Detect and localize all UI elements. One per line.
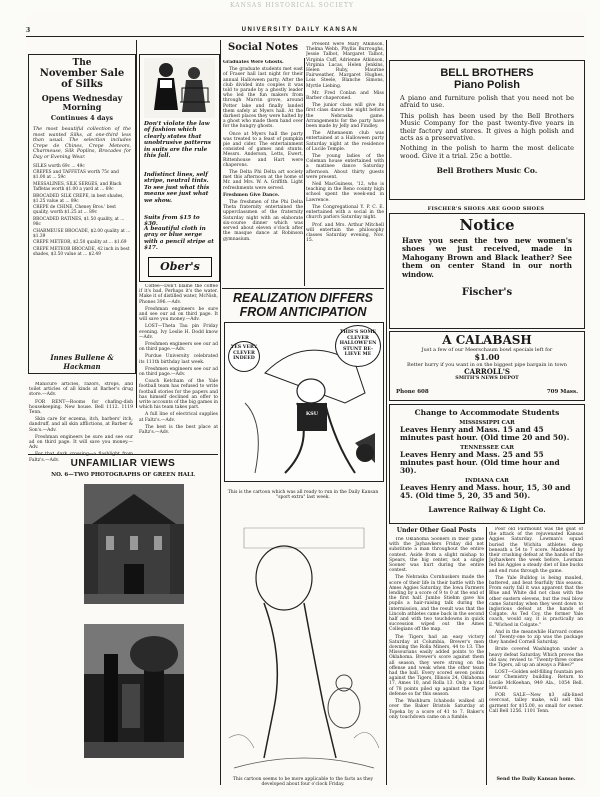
social-body-1: The graduate students met east of Fraser hall last night for their annual Halloween party. After the club divided into couples it was told to parade by a ghostly leader who led the fun makers from through Marvin grove, around Potter lake and finally landed them safely at Myers hall. At the darkest places they were halted by a ghost who made them hand over for the hungry ghosts. bbox=[223, 67, 303, 130]
bell-title-1: BELL BROTHERS bbox=[440, 67, 534, 79]
purdue-note: Purdue University celebrated its 111th birthday last week. bbox=[139, 354, 218, 365]
silks-item: CHARMEUSE BROCADE, $2.00 quality at ... $1.39 bbox=[33, 228, 131, 239]
silks-item: MESSALINES, SILK SERGES, and Black Taffetas worth $1.00 a yard at ... 69c bbox=[33, 181, 122, 192]
unfamiliar-title: UNFAMILIAR VIEWS bbox=[70, 458, 176, 469]
social-right-body-8: Prof. and Mrs. Arthur Mitchell will entertain the philosophy classes Saturday evening, Nov. 15. bbox=[306, 222, 384, 244]
obers-text-2: Indistinct lines, self stripe, neutral tints. To see just what this means see just what we show. bbox=[144, 172, 210, 204]
silks-item: CREPE de CHINE, Cheney Bros.' best quality, worth $1.25 at ... 89c bbox=[33, 205, 116, 216]
railway-ad bbox=[389, 404, 585, 524]
goal-inner-rule bbox=[486, 527, 487, 785]
bell-body-3: Nothing in the polish to harm the most delicate wood. Give it a trial. 25c a bottle. bbox=[400, 144, 574, 160]
social-right-body-7: The Congregational Y. P. C. E. entertained with a social in the church parlors Saturday night. bbox=[306, 204, 384, 221]
faded-header: KANSAS HISTORICAL SOCIETY bbox=[230, 2, 354, 9]
cartoon-title-1: REALIZATION DIFFERS bbox=[232, 291, 374, 305]
railway-tenn-head: TENNESSEE CAR bbox=[460, 445, 514, 451]
obers-illustration bbox=[144, 58, 215, 118]
obers-text-3: Suits from $15 to $30. bbox=[144, 215, 200, 228]
right-sports-column bbox=[489, 527, 583, 773]
sports-body-4: Brute covered Washington under a heavy defeat Saturday. Which proves the old saw, revised to "Twenty-three comes the Tigers, all up an always a Pikes?" bbox=[489, 647, 583, 669]
cartoon-bubble-right: THIS'S SOME CLEVER HALLOWE'EN STUNT BE-LIEVE ME bbox=[335, 325, 381, 367]
sports-body-2: The Yale Bulldog is being mauled, battered, and beat fearfully this season. From early fall it was apparent that the Blue and White did not class with the other eastern elevens, but the real blow came Saturday when they went down to inglorious defeat at the hands of Colgate. As Ted Coy, the former Yale coach, would say, it is practically an E."Wiched in Colgate." bbox=[489, 575, 583, 628]
social-notes-title: Social Notes bbox=[228, 42, 298, 53]
freshmen-ad-2: Freshmen engineers see our ad on third page.—Adv. bbox=[139, 342, 218, 353]
send-kansan-note: Send the Daily Kansan home. bbox=[496, 776, 576, 782]
sports-body-3: And in the meanwhile Harvard comes on! Twenty-one to zip was the package they handed Cornell Saturday. bbox=[489, 629, 583, 646]
social-body-2: Once at Myers hall the party was treated to a feast of pumpkin pie and cider. The entertainment consisted of games and stunts. Messrs. Anderson, Letts, Ewert, Rittenhouse and Hart were chaperons. bbox=[223, 131, 303, 168]
fischer-notice-ad bbox=[389, 213, 585, 329]
column-rule-3 bbox=[386, 40, 387, 785]
column-rule-2 bbox=[220, 40, 221, 785]
green-hall-photo-1 bbox=[84, 484, 184, 604]
railway-miss-body: Leaves Henry and Mass. 15 and 45 minutes past hour. (Old time 20 and 50). bbox=[400, 425, 570, 442]
unfamiliar-rule bbox=[28, 454, 218, 455]
cartoon-panel-1 bbox=[224, 322, 384, 482]
bell-body-2: This polish has been used by the Bell Brothers Music Company for the past twenty-five years in their factory and stores. It gives a high polish and acts as a preservative. bbox=[400, 111, 574, 143]
railway-ind-body: Leaves Henry and Mass. hour, 15, 30 and 45. (Old time 5, 20, 35 and 50). bbox=[400, 483, 571, 500]
silks-heading-the: The bbox=[72, 58, 92, 68]
silks-item: BROCADED RATINES, $1.50 quality, at ... 98c bbox=[33, 216, 125, 227]
railway-footer: Lawrence Railway & Light Co. bbox=[428, 505, 546, 514]
middle-small-ads bbox=[139, 284, 218, 454]
page-number: 3 bbox=[26, 27, 31, 34]
social-notes-right-column bbox=[306, 42, 384, 286]
obers-ad bbox=[139, 54, 220, 282]
railway-miss-head: MISSISSIPPI CAR bbox=[459, 420, 515, 426]
silks-opens-1: Opens Wednesday bbox=[41, 93, 123, 103]
calabash-sub: SMITH'S NEWS DEPOT bbox=[455, 375, 519, 381]
silks-opens-2: Morning bbox=[62, 102, 102, 112]
social-body-3: The freshmen of the Phi Delta Theta fraternity entertained the upperclassmen of the fraternity Saturday night with an elaborate six-course dinner which was served about eleven o'clock after the masque dance at Robinson gymnasium. bbox=[223, 200, 303, 242]
calabash-price: $1.00 bbox=[474, 352, 500, 362]
silks-item: BROCADED SILK CREPE, in best shades, $1.25 value at ... 89c bbox=[33, 193, 124, 204]
fischer-sign: Fischer's bbox=[461, 287, 513, 299]
fischer-body: Have you seen the two new women's shoes we just received, made in Mahogany Brown and Black leather? See them on center Stand in our north window. bbox=[402, 236, 572, 279]
silks-item: CREPE METEOR, $2.50 quality at ... $1.69 bbox=[33, 240, 127, 246]
calabash-line-1: Just a few of our Meerschaum bowl specials left for bbox=[421, 347, 553, 353]
masthead-title: UNIVERSITY DAILY KANSAN bbox=[241, 27, 359, 33]
social-right-body-4: The Athenaeum club was entertained at a Halloween party Saturday night at the residence of Lucile Temple. bbox=[306, 131, 384, 152]
social-right-body-5: The young ladies of the Coleman house entertained with a matinee dance Saturday afternoon. About thirty guests were present. bbox=[306, 154, 384, 180]
cartoon-caption-2: This cartoon seems to be more applicable to the facts as they developed about four o'clock Friday. bbox=[232, 777, 374, 788]
bell-title-2: Piano Polish bbox=[453, 79, 520, 91]
cartoon-rule bbox=[222, 288, 384, 289]
bell-footer: Bell Brothers Music Co. bbox=[436, 166, 538, 176]
goal-posts-column bbox=[389, 537, 484, 785]
for-sale-ad: FOR SALE—New $3 silk-lined overcoat, talley make, will sell this garment for $15.00, so small for owner. Call Bell 1256. 1101 Tenn. bbox=[489, 693, 583, 714]
coach-note: Coach Ketcham of the Yale football team has refused to write football stories for the papers and has himself declined an offer to write accounts of the big games in which his team takes part. bbox=[139, 379, 218, 411]
freshmen-ad-3: Freshmen engineers see our ad on third page.—Adv. bbox=[139, 366, 218, 378]
column-rule-1 bbox=[136, 40, 137, 408]
freshmen-ad: Freshman engineers be sure and see our ad on third page. It will save you money.—Adv. bbox=[29, 434, 133, 451]
silks-continues: Continues 4 days bbox=[50, 114, 114, 122]
silks-item-list bbox=[33, 164, 131, 258]
cartoon-panel-2 bbox=[224, 508, 382, 776]
cartoon-shirt-label: KSU bbox=[305, 411, 319, 417]
railway-ind-head: INDIANA CAR bbox=[465, 478, 509, 484]
unfamiliar-subtitle: NO. 6—TWO PHOTOGRAPHS OF GREEN HALL bbox=[51, 472, 195, 478]
obers-text-4: A beautiful cloth in gray or blue serge with a pencil stripe at $17. bbox=[144, 226, 214, 252]
social-right-body-3: The junior class will give its first class dance the night before the Nebraska game. Arrangements for the party have been made by Jelly and Findley. bbox=[306, 103, 384, 130]
silks-heading-of: of Silks bbox=[61, 79, 103, 90]
calabash-store: CARROLL'S bbox=[464, 367, 510, 376]
silks-item: SILKS worth 69c ... 49c bbox=[33, 163, 85, 169]
bell-brothers-ad bbox=[389, 60, 585, 200]
lost-pin-ad: LOST—Theta Tau pin Friday evening. Ivy Leslie H. Dodd know—Adv. bbox=[139, 324, 218, 340]
green-hall-photo-2 bbox=[84, 624, 184, 758]
lost-pen-ad: LOST—Golden self-filling fountain pen near Chemistry building. Return to Lucile McKeehan, 949 Ala., 1054 Bell. Reward. bbox=[489, 670, 583, 691]
manicure-ad: Manicure articles, razors, strops, and toilet articles of all kinds at Barber's drug store.—Adv. bbox=[29, 382, 133, 398]
bell-body-1: A piano and furniture polish that you need not be afraid to use. bbox=[400, 94, 574, 110]
obers-logo: Ober's bbox=[148, 257, 212, 277]
railway-tenn-body: Leaves Henry and Mass. 25 and 55 minutes past hour. (Old time hour and 30). bbox=[400, 450, 560, 475]
left-small-ads bbox=[29, 382, 133, 486]
cartoon-drawing-2 bbox=[224, 508, 382, 776]
social-notes-column bbox=[223, 60, 303, 284]
calabash-line-2: Better hurry if you want in on the biggest pipe bargain in town bbox=[407, 362, 567, 368]
goal-body-3: The Tigers had an easy victory Saturday at Columbia, Brewer's men downing the Rolla Miners, 44 to 13. The Missourians easily added points to the Oklahoma. Brewer's score against them all season, they were strong on the offense and weak when the other team had the ball. Every scored seven points against the Tigers, Illinois 24, Oklahoma 17, Ames 10, and Rolla 13. Only a total of 78 points piled up against the Tiger defense so far this season. bbox=[389, 634, 484, 697]
best-place-ad: The best is the best place at Faltz's.—Adv. bbox=[139, 424, 218, 436]
obers-text-1: Don't violate the law of fashion which clearly states that unobtrusive patterns in suits are the rule this fall. bbox=[144, 121, 211, 160]
silks-item: CREPES and TAFFETAS worth 75c and $1.00 at ... 59c bbox=[33, 170, 119, 181]
cartoon-bubble-left: YES VERY CLEVER INDEED bbox=[228, 341, 260, 372]
calabash-title: A CALABASH bbox=[442, 333, 532, 347]
sports-body-1: Poor old Fairmount was the goat of the attack of the rejuvenated Kansas Aggies Saturday. Lowman's squad buried the Wichita athletes deep beneath a 54 to 7 score. Maddened by their crushing defeat at the hands of the Jayhawkers the week before, Lowman fed his Aggies a steady diet of line bucks and end runs through the game. bbox=[489, 527, 583, 574]
silks-ad bbox=[28, 54, 136, 374]
calabash-ad bbox=[389, 331, 585, 401]
electrical-ad: A full line of electrical supplies at Faltz's.—Adv. bbox=[139, 412, 218, 423]
social-right-body-1: Present were Mary Atkinson, Thelma Webb, Phyllis Burroughs, Jessie Talbot, Margaret Talbot, Virginia Cuff, Adrienne Atkinson, Virginia Lucas, Helen Jenkins, Helen Ruby, Maurine Fairweather, Margaret Hughes, Lois Steele, Blanche Simons, Myrtle Liebing. bbox=[306, 42, 384, 89]
social-right-body-6: Neil MacGuiness, '12, who is teaching in the Reno county high school spent the week-end in Lawrence. bbox=[306, 182, 384, 203]
goal-posts-title: Under Other Goal Posts bbox=[396, 527, 477, 534]
silks-intro: The most beautiful collection of the most wanted Silks, at one-third less than usual. The selection includes Crepe de Chines, Crepe Meteors, Charmeuse, Silk Poplins, Brocades for Day or Evening Wear. bbox=[33, 127, 131, 160]
coffee-ad: Coffee—Don't blame the coffee if it's bad. Perhaps it's the water. Make it of distilled water, McNish, Phones 396.—Adv. bbox=[139, 284, 218, 305]
social-body-4: The Delta Phi Delta art society met this afternoon at the home of Mr. and Mrs. W. A. Griffith. Light refreshments were served. bbox=[223, 170, 303, 191]
fischer-title: Notice bbox=[459, 216, 515, 234]
social-lead: Graduates Were Ghosts. bbox=[223, 60, 284, 65]
cartoon-title-2: FROM ANTICIPATION bbox=[239, 305, 367, 319]
fischer-top: FISCHER'S SHOES ARE GOOD SHOES bbox=[427, 206, 545, 212]
railway-title: Change to Accommodate Students bbox=[414, 408, 560, 417]
silks-item: CREPE METEOR BROCADE, 42 inch in best shades, $3.50 value at ... $2.49 bbox=[33, 246, 130, 257]
cartoon-caption-1: This is the cartoon which was all ready to run in the Daily Kansan "sport extra" last week. bbox=[227, 490, 379, 501]
skin-ad: Skin care for eczema, itch, barbers' itch, dandruff, and all skin afflictions, at Barber & Son's.—Adv. bbox=[29, 417, 133, 433]
calabash-phone: Phone 608 bbox=[396, 389, 429, 395]
for-rent-ad: FOR RENT—Rooms for chafing-dish housekeeping. New house. Bell 1112. 1119 Tenn. bbox=[29, 399, 133, 416]
social-inner-rule bbox=[304, 58, 305, 286]
social-right-body-2: Mr. Fred Conlan and Miss Barber chaperoned. bbox=[306, 90, 384, 102]
freshmen-ad-1: Freshman engineers be sure and see our ad on third page. It will save you money.—Adv. bbox=[139, 306, 218, 323]
silks-signature: Innes Bullene & Hackman bbox=[50, 353, 114, 371]
goal-body-1: The Oklahoma Sooners in their game with the Jayhawkers Friday did not substitute a man throughout the entire contest. Aside from a slight mishap to Spears, the big center, not a single Sooner was hurt during the entire contest. bbox=[389, 537, 484, 574]
silks-heading-sale: November Sale bbox=[39, 68, 125, 79]
flashlight-ad: Faltz's.—Adv. bbox=[29, 457, 60, 463]
calabash-address: 709 Mass. bbox=[546, 389, 578, 395]
goal-body-2: The Nebraska Cornhuskers made the score of their life in their battle with the Ames Aggies Saturday, the Iowa Farmers lending by a score of 9 to 0 at the end of the first half. Jumbo Stiehm gave his pupils a hair-raising talk during the intermission, and the result was that the Lincoln athletes came back in the second half and with two touchdowns in quick succession wiped out the Ames Collegians off the map. bbox=[389, 575, 484, 633]
goal-body-4: The Washburn Ichabods walked all over the Baker Bristols Saturday at Topeka by a score of 41 to 7. Baker's only touchdown came on a fumble. bbox=[389, 699, 484, 720]
social-lead-2: Freshmen Give Dance. bbox=[223, 192, 280, 198]
masthead-rule bbox=[26, 36, 584, 37]
